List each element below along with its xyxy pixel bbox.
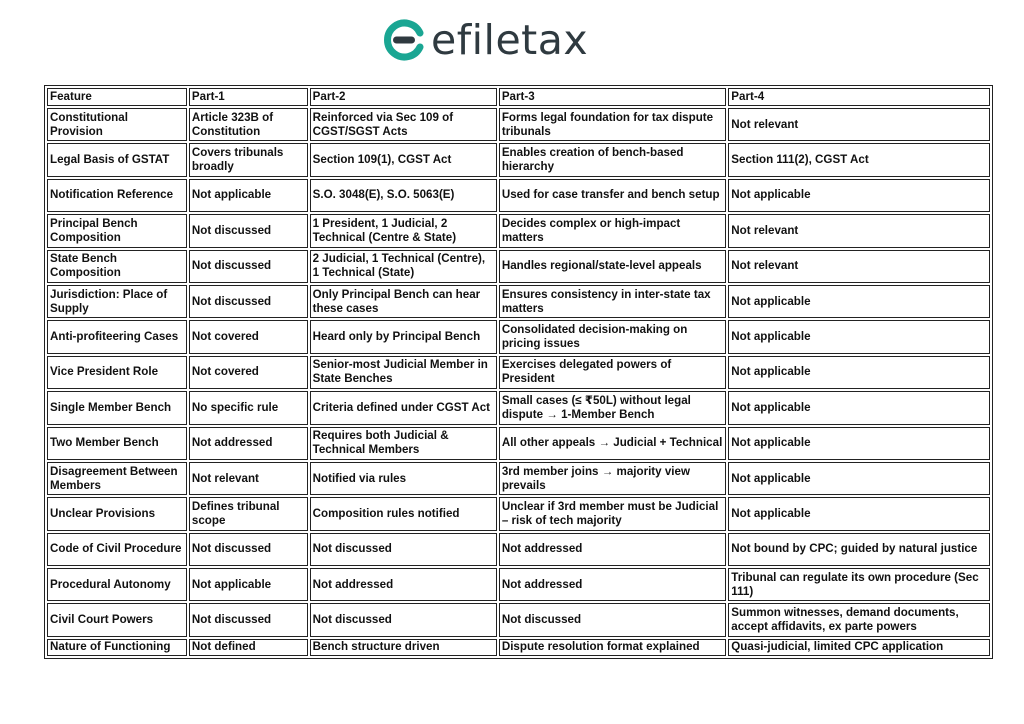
part-1-cell: Not applicable [189, 179, 308, 212]
part-1-cell: Not discussed [189, 603, 308, 636]
header-part-2: Part-2 [310, 88, 497, 106]
part-4-cell: Not applicable [728, 391, 990, 424]
table-row [47, 285, 990, 318]
header-part-1: Part-1 [189, 88, 308, 106]
header-feature: Feature [47, 88, 187, 106]
part-3-cell: Forms legal foundation for tax dispute tribunals [499, 108, 726, 141]
table-row [47, 143, 990, 176]
brand-logo [383, 16, 588, 64]
part-1-cell: Not discussed [189, 285, 308, 318]
feature-cell: Vice President Role [47, 356, 187, 389]
table-row [47, 320, 990, 353]
part-1-cell: Defines tribunal scope [189, 497, 308, 530]
feature-cell: Anti-profiteering Cases [47, 320, 187, 353]
feature-cell: Principal Bench Composition [47, 214, 187, 247]
header-part-3: Part-3 [499, 88, 726, 106]
part-4-cell: Quasi-judicial, limited CPC application [728, 639, 990, 656]
part-4-cell: Tribunal can regulate its own procedure (Sec 111) [728, 568, 990, 601]
part-3-cell: 3rd member joins → majority view prevails [499, 462, 726, 495]
part-3-cell: All other appeals → Judicial + Technical [499, 427, 726, 460]
table-row [47, 391, 990, 424]
table-row [47, 250, 990, 283]
part-3-cell: Exercises delegated powers of President [499, 356, 726, 389]
header [0, 6, 1024, 76]
part-2-cell: Not addressed [310, 568, 497, 601]
part-4-cell: Not applicable [728, 462, 990, 495]
part-3-cell: Consolidated decision-making on pricing issues [499, 320, 726, 353]
part-1-cell: Not defined [189, 639, 308, 656]
part-4-cell: Not bound by CPC; guided by natural justice [728, 533, 990, 566]
part-4-cell: Not relevant [728, 250, 990, 283]
part-3-cell: Not addressed [499, 533, 726, 566]
part-3-cell: Ensures consistency in inter-state tax matters [499, 285, 726, 318]
part-1-cell: Not addressed [189, 427, 308, 460]
feature-cell: Nature of Functioning [47, 639, 187, 656]
feature-cell: Procedural Autonomy [47, 568, 187, 601]
part-1-cell: Not applicable [189, 568, 308, 601]
part-4-cell: Not relevant [728, 108, 990, 141]
part-2-cell: 1 President, 1 Judicial, 2 Technical (Centre & State) [310, 214, 497, 247]
part-4-cell: Not applicable [728, 497, 990, 530]
part-3-cell: Small cases (≤ ₹50L) without legal dispute → 1-Member Bench [499, 391, 726, 424]
part-3-cell: Dispute resolution format explained [499, 639, 726, 656]
part-4-cell: Section 111(2), CGST Act [728, 143, 990, 176]
part-2-cell: Criteria defined under CGST Act [310, 391, 497, 424]
table-row [47, 462, 990, 495]
table-row [47, 568, 990, 601]
feature-cell: Notification Reference [47, 179, 187, 212]
table-row [47, 533, 990, 566]
table-row [47, 179, 990, 212]
part-2-cell: Only Principal Bench can hear these cases [310, 285, 497, 318]
part-3-cell: Handles regional/state-level appeals [499, 250, 726, 283]
part-2-cell: 2 Judicial, 1 Technical (Centre), 1 Technical (State) [310, 250, 497, 283]
part-1-cell: No specific rule [189, 391, 308, 424]
part-2-cell: Section 109(1), CGST Act [310, 143, 497, 176]
part-2-cell: Notified via rules [310, 462, 497, 495]
feature-cell: Disagreement Between Members [47, 462, 187, 495]
part-2-cell: Senior-most Judicial Member in State Benches [310, 356, 497, 389]
part-1-cell: Not relevant [189, 462, 308, 495]
part-2-cell: Not discussed [310, 533, 497, 566]
part-4-cell: Not relevant [728, 214, 990, 247]
part-1-cell: Article 323B of Constitution [189, 108, 308, 141]
feature-cell: Legal Basis of GSTAT [47, 143, 187, 176]
table-header-row [47, 88, 990, 106]
part-3-cell: Enables creation of bench-based hierarchy [499, 143, 726, 176]
table-row [47, 639, 990, 656]
feature-cell: Single Member Bench [47, 391, 187, 424]
part-2-cell: Not discussed [310, 603, 497, 636]
feature-cell: Two Member Bench [47, 427, 187, 460]
part-2-cell: Bench structure driven [310, 639, 497, 656]
part-4-cell: Not applicable [728, 427, 990, 460]
part-3-cell: Not discussed [499, 603, 726, 636]
comparison-table-container [44, 85, 993, 659]
table-row [47, 427, 990, 460]
feature-cell: State Bench Composition [47, 250, 187, 283]
header-part-4: Part-4 [728, 88, 990, 106]
feature-cell: Unclear Provisions [47, 497, 187, 530]
part-1-cell: Covers tribunals broadly [189, 143, 308, 176]
feature-cell: Civil Court Powers [47, 603, 187, 636]
part-1-cell: Not discussed [189, 533, 308, 566]
comparison-table [44, 85, 993, 659]
feature-cell: Jurisdiction: Place of Supply [47, 285, 187, 318]
table-row [47, 497, 990, 530]
table-row [47, 603, 990, 636]
feature-cell: Code of Civil Procedure [47, 533, 187, 566]
table-row [47, 214, 990, 247]
efiletax-logo-icon [383, 19, 425, 61]
part-4-cell: Not applicable [728, 356, 990, 389]
part-4-cell: Summon witnesses, demand documents, accept affidavits, ex parte powers [728, 603, 990, 636]
part-4-cell: Not applicable [728, 320, 990, 353]
part-4-cell: Not applicable [728, 179, 990, 212]
part-1-cell: Not discussed [189, 250, 308, 283]
part-2-cell: S.O. 3048(E), S.O. 5063(E) [310, 179, 497, 212]
part-4-cell: Not applicable [728, 285, 990, 318]
part-3-cell: Decides complex or high-impact matters [499, 214, 726, 247]
part-2-cell: Reinforced via Sec 109 of CGST/SGST Acts [310, 108, 497, 141]
part-1-cell: Not covered [189, 320, 308, 353]
part-1-cell: Not covered [189, 356, 308, 389]
part-2-cell: Requires both Judicial & Technical Members [310, 427, 497, 460]
part-2-cell: Heard only by Principal Bench [310, 320, 497, 353]
table-row [47, 356, 990, 389]
part-1-cell: Not discussed [189, 214, 308, 247]
feature-cell: Constitutional Provision [47, 108, 187, 141]
part-2-cell: Composition rules notified [310, 497, 497, 530]
part-3-cell: Unclear if 3rd member must be Judicial – risk of tech majority [499, 497, 726, 530]
table-row [47, 108, 990, 141]
part-3-cell: Not addressed [499, 568, 726, 601]
brand-name: efiletax [431, 16, 589, 64]
part-3-cell: Used for case transfer and bench setup [499, 179, 726, 212]
